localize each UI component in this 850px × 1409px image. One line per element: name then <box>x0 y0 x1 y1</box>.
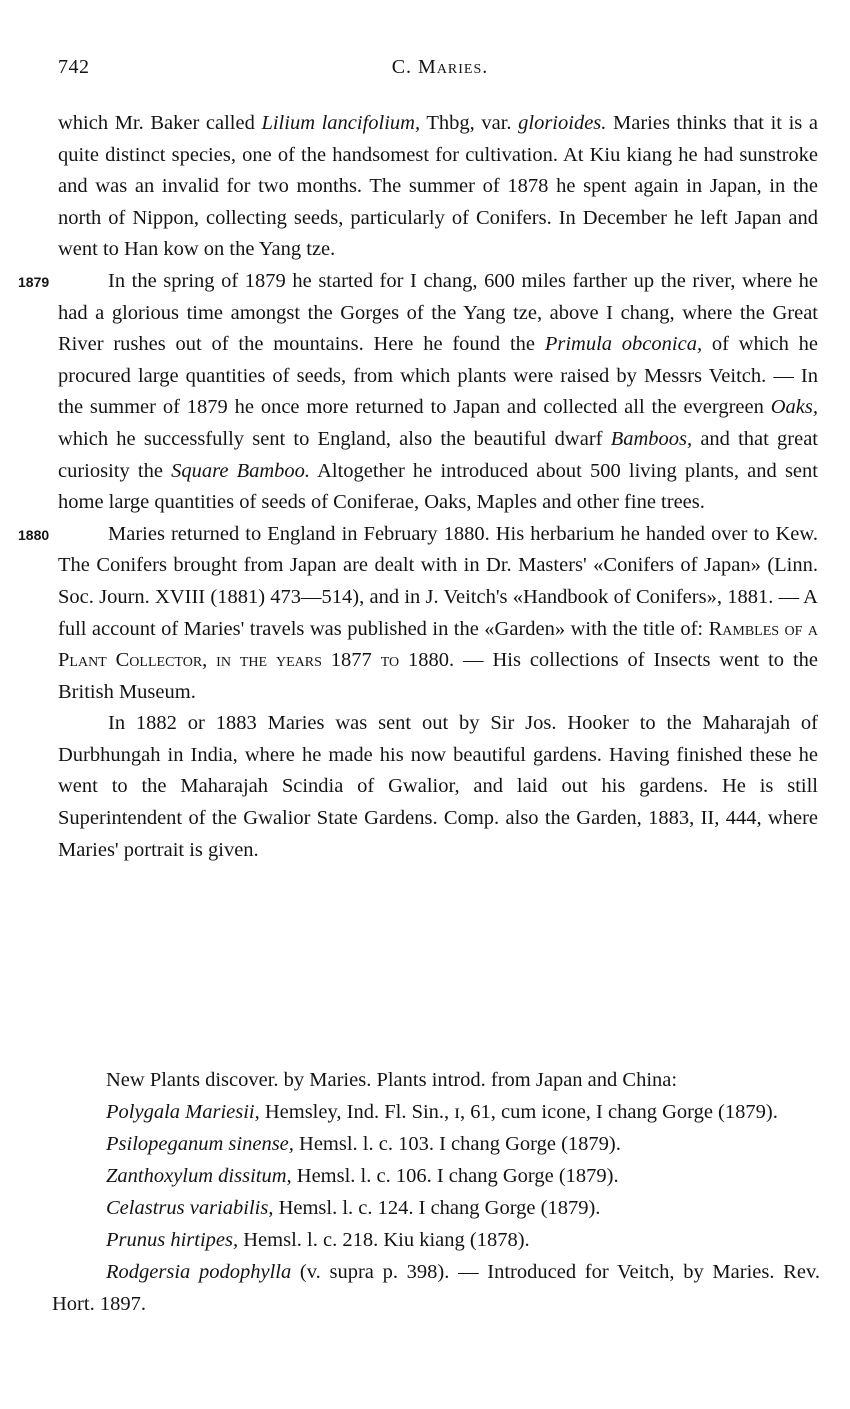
plant-entry <box>52 1160 820 1192</box>
page-header <box>0 56 850 84</box>
text-run: Maries returned to England in February 1880. His herbarium he handed over to Kew. The Conifers brought from Japan are dealt with in Dr. Masters' «Conifers of Japan» (Linn. Soc. Journ. XVIII (1881) 473—514), and in J. Veitch's «Handbook of Conifers», 1881. — A full account of Maries' travels was published in the «Garden» with the title of: <box>58 522 818 640</box>
plant-name: Bamboos, <box>610 427 693 450</box>
paragraph-2 <box>18 266 819 519</box>
page-number: 742 <box>58 56 90 78</box>
plant-entry <box>52 1096 820 1128</box>
species-name: Lilium lancifolium, <box>261 112 421 134</box>
text-run: which Mr. Baker called <box>58 112 262 134</box>
plant-name: Rodgersia podophylla <box>106 1261 292 1283</box>
text-run: which he successfully sent to England, also the beautiful dwarf <box>58 427 611 450</box>
text-run: 1877 <box>321 649 381 672</box>
plant-citation: (v. supra p. 398). — Introduced for Veitch, by Maries. Rev. Hort. 1897. <box>52 1261 820 1315</box>
plant-name: Oaks, <box>770 396 818 419</box>
plant-name: Psilopeganum sinense, <box>106 1133 294 1155</box>
paragraph-3 <box>18 519 818 709</box>
book-title: Rambles of a Plant Collector, in the years <box>58 617 818 672</box>
plant-entry <box>52 1224 820 1256</box>
plant-name: Zanthoxylum dissitum, <box>106 1165 292 1187</box>
plant-name: Polygala Mariesii, <box>106 1101 260 1123</box>
plant-entry <box>52 1256 820 1320</box>
text-run: Thbg, var. <box>420 112 519 134</box>
running-title: C. Maries. <box>391 56 489 78</box>
plant-citation: Hemsl. l. c. 106. I chang Gorge (1879). <box>291 1165 619 1187</box>
plant-name: Celastrus variabilis, <box>106 1197 274 1219</box>
plants-heading: New Plants discover. by Maries. Plants introd. from Japan and China: <box>106 1069 678 1091</box>
plant-citation: Hemsl. l. c. 124. I chang Gorge (1879). <box>273 1197 601 1219</box>
text-run: In the spring of 1879 he started for I chang, 600 miles farther up the river, where he had a glorious time amongst the Gorges of the Yang tze, above I chang, where the Great River rushes out of the mountains. Here he found the <box>58 269 818 356</box>
plant-citation: Hemsl. l. c. 103. I chang Gorge (1879). <box>293 1133 621 1155</box>
variety-name: glorioides. <box>518 112 607 134</box>
text-run: Maries thinks that it is a quite distinct species, one of the handsomest for cultivation. At Kiu kiang he had sunstroke and was an invalid for two months. The summer of 1878 he spent again in Japan, in the north of Nippon, collecting seeds, particularly of Conifers. In December he left Japan and went to Han kow on the Yang tze. <box>58 112 818 261</box>
text-run: of which he procured large quantities of seeds, from which plants were raised by Messrs Veitch. — In the summer of 1879 he once more returned to Japan and collected all the evergreen <box>58 333 818 419</box>
margin-year: 1879 <box>18 273 50 290</box>
margin-year: 1880 <box>18 526 50 543</box>
paragraph-1 <box>58 108 818 266</box>
plant-citation: Hemsl. l. c. 218. Kiu kiang (1878). <box>238 1229 530 1251</box>
plant-citation: Hemsley, Ind. Fl. Sin., ɪ, 61, cum icone, I chang Gorge (1879). <box>259 1101 778 1123</box>
plant-entry <box>52 1192 820 1224</box>
paragraph-4: In 1882 or 1883 Maries was sent out by Sir Jos. Hooker to the Maharajah of Durbhungah in India, where he made his now beautiful gardens. Having finished these he went to the Maharajah Scindia of Gwalior, and laid out his gardens. He is still Superintendent of the Gwalior State Gardens. Comp. also the Garden, 1883, II, 444, where Maries' portrait is given. <box>58 712 818 861</box>
species-name: Primula obconica, <box>544 333 703 356</box>
text-run: Altogether he introduced about 500 living plants, and sent home large quantities of seeds of Coniferae, Oaks, Maples and other fine trees. <box>58 459 818 514</box>
book-title: to <box>380 649 400 672</box>
text-run: 1880. — His collections of Insects went to the British Museum. <box>58 649 818 703</box>
biography-text <box>18 108 819 866</box>
text-run: and that great curiosity the <box>58 427 819 482</box>
plant-name: Square Bamboo. <box>171 459 311 482</box>
new-plants-list <box>52 1064 820 1320</box>
plant-name: Prunus hirtipes, <box>106 1229 239 1251</box>
plant-entry <box>52 1128 820 1160</box>
